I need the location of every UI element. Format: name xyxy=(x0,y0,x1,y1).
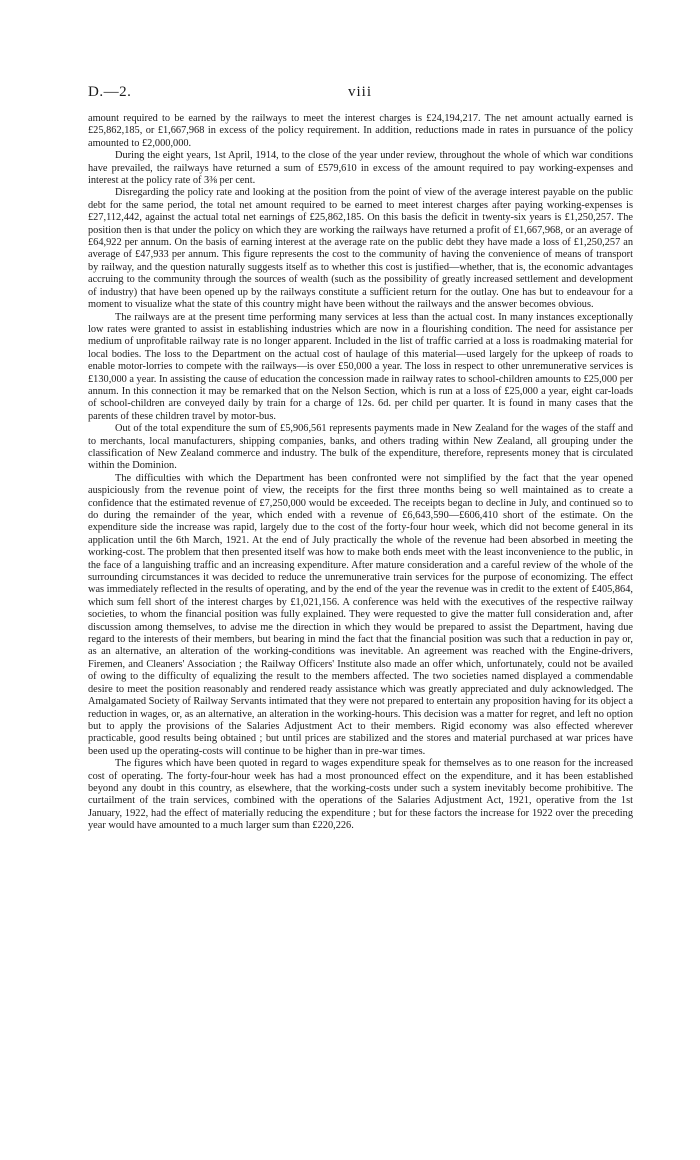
paragraph-policy-rate: Disregarding the policy rate and looking at the position from the point of view of the average interest payable on the public debt for the same period, the total net amount required to be earned to meet interest charges after paying working-expenses is £27,112,442, against the actual total net earnings of £25,862,185. On this basis the deficit in twenty-six years is £1,250,257. The position then is that under the policy on which they are working the railways have returned a profit of £1,667,968, or an average of £64,922 per annum. On the basis of earning interest at the average rate on the public debt they have made a loss of £1,250,257 an average of £47,933 per annum. This figure represents the cost to the community of having the convenience of means of transport by railway, and the question naturally suggests itself as to whether this cost is justified—whether, that is, the economic advantages accruing to the community through the sources of wealth (such as the possibility of greatly increased settlement and development of industry) that have been opened up by the railways constitute a sufficient return for the outlay. One has but to endeavour for a moment to visualize what the state of this country might have been without the railways and the answer becomes obvious. xyxy=(88,187,633,311)
paragraph-expenditure-in-nz: Out of the total expenditure the sum of £5,906,561 represents payments made in New Zealand for the wages of the staff and to merchants, local manufacturers, shipping companies, banks, and others trading within New Zealand, all grouping under the classification of New Zealand commerce and industry. The bulk of the expenditure, therefore, represents money that is circulated within the Dominion. xyxy=(88,423,633,472)
paragraph-difficulties: The difficulties with which the Department has been confronted were not simplified by the fact that the year opened auspiciously from the revenue point of view, the receipts for the first three months being so well maintained as to create a confidence that the estimated revenue of £7,250,000 would be exceeded. The receipts began to decline in July, and continued so to do during the remainder of the year, which ended with a revenue of £6,643,590—£606,410 short of the estimate. On the expenditure side the increase was rapid, largely due to the cost of the forty-four hour week, which did not become general in its application until the 6th March, 1921. At the end of July practically the whole of the revenue had been absorbed in meeting the working-cost. The problem that then presented itself was how to make both ends meet with the least inconvenience to the public, in the face of a languishing traffic and an increasing expenditure. After mature consideration and a careful review of the whole of the surrounding circumstances it was decided to reduce the unremunerative train services for the purpose of economizing. The effect was immediately reflected in the results of operating, and by the end of the year the revenue was in credit to the extent of £405,864, which sum fell short of the interest charges by £1,021,156. A conference was held with the executives of the respective railway societies, to whom the financial position was fully explained. They were requested to give the matter full consideration and, after discussion among themselves, to advise me the direction in which they would be prepared to assist the Department, having due regard to the interests of their members, but bearing in mind the fact that the financial position was such that a reduction in pay or, as an alternative, an alteration of the working-conditions was inevitable. An agreement was reached with the Engine-drivers, Firemen, and Cleaners' Association ; the Railway Officers' Institute also made an offer which, unfortunately, could not be availed of owing to the difficulty of equalizing the result to the members affected. The two societies named displayed a commendable desire to meet the position reasonably and rendered ready assistance which was greatly appreciated and duly acknowledged. The Amalgamated Society of Railway Servants intimated that they were not prepared to entertain any proposition having for its object a reduction in wages, or, as an alternative, an alteration in the working-hours. This decision was a matter for regret, and left no option but to apply the provisions of the Salaries Adjustment Act to their members. Rigid economy was also effected wherever practicable, good results being obtained ; but until prices are stabilized and the stores and material purchased at war prices have been used up the operating-costs will continue to be higher than in pre-war times. xyxy=(88,472,633,757)
body-text xyxy=(88,113,633,833)
document-reference: D.—2. xyxy=(88,84,132,100)
paragraph-wages-figures: The figures which have been quoted in regard to wages expenditure speak for themselves as to one reason for the increased cost of operating. The forty-four-hour week has had a most pronounced effect on the expenditure, and it has been established beyond any doubt in this country, as elsewhere, that the working-costs under such a system inevitably become prohibitive. The curtailment of the train services, combined with the operations of the Salaries Adjustment Act, 1921, operative from the 1st January, 1922, had the effect of materially reducing the expenditure ; but for these factors the increase for 1922 over the preceding year would have amounted to a much larger sum than £220,226. xyxy=(88,758,633,832)
paragraph-services-below-cost: The railways are at the present time performing many services at less than the actual cost. In many instances exceptionally low rates were granted to assist in establishing industries which are now in a flourishing condition. The need for assistance per medium of unprofitable railway rate is no longer apparent. Included in the list of traffic carried at a loss is roadmaking material for local bodies. The loss to the Department on the actual cost of haulage of this material—used largely for the upkeep of roads to enable motor-lorries to compete with the railways—is over £50,000 a year. The loss in respect to other unremunerative services is £130,000 a year. In assisting the cause of education the concession made in railway rates to school-children amounts to £25,000 per annum. In this connection it may be remarked that on the Nelson Section, which is run at a loss of £25,000 a year, eight car-loads of school-children are conveyed daily by train for a charge of 12s. 6d. per child per quarter. It is found in many cases that the parents of these children travel by motor-bus. xyxy=(88,311,633,422)
page-number: viii xyxy=(347,84,372,100)
paragraph-eight-years: During the eight years, 1st April, 1914, to the close of the year under review, throughout the whole of which war conditions have prevailed, the railways have returned a sum of £579,610 in excess of the amount required to pay working-expenses and interest at the policy rate of 3⅜ per cent. xyxy=(88,150,633,187)
paragraph-interest-charges: amount required to be earned by the railways to meet the interest charges is £24,194,217. The net amount actually earned is £25,862,185, or £1,667,968 in excess of the policy requirement. In addition, reductions made in rates in pursuance of the policy amounted to £2,000,000. xyxy=(88,113,633,149)
page-header xyxy=(88,84,632,106)
